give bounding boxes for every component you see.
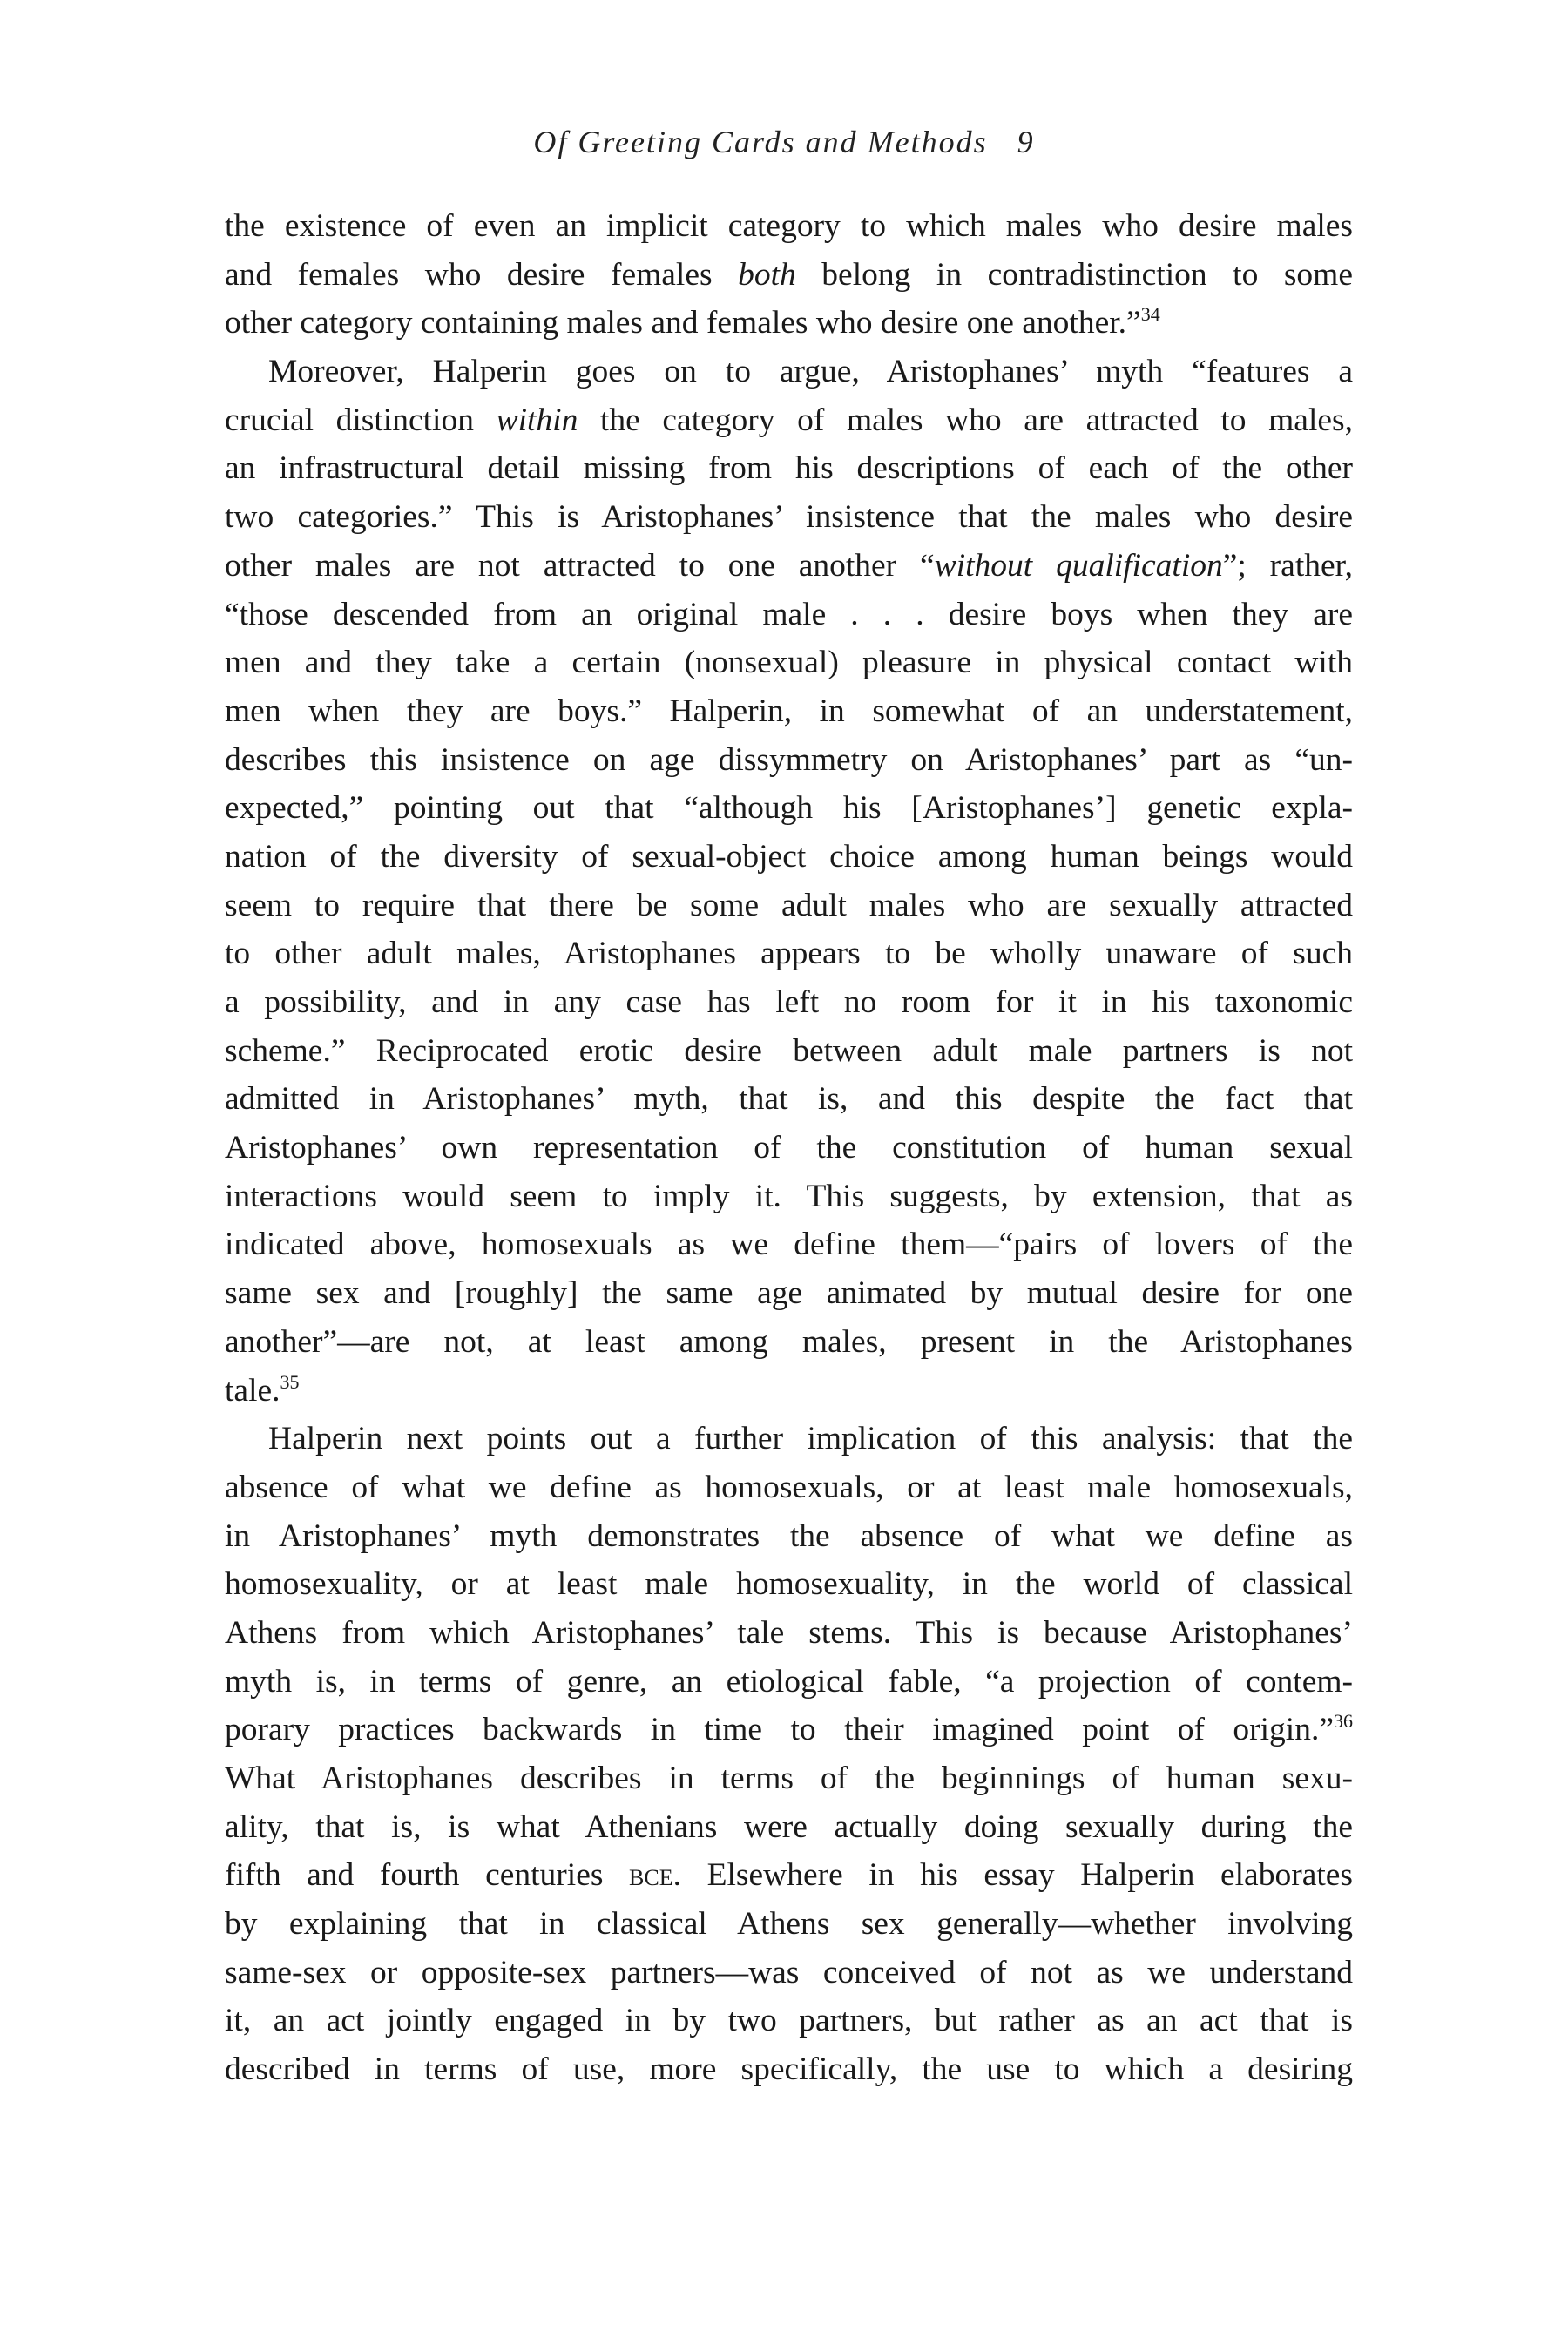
text-line — [225, 882, 1353, 930]
text-line — [225, 348, 1353, 396]
text-line — [225, 1367, 1353, 1416]
text-segment: interactions would seem to imply it. This suggests, by extension, that as — [225, 1178, 1353, 1214]
small-caps-text: bce — [629, 1857, 673, 1894]
running-head-title: Of Greeting Cards and Methods — [533, 125, 988, 159]
text-segment: . Elsewhere in his essay Halperin elaborates — [672, 1857, 1353, 1894]
text-line — [225, 1027, 1353, 1076]
text-segment: another”—are not, at least among males, present in the Aristophanes — [225, 1323, 1353, 1360]
text-segment: a possibility, and in any case has left no room for it in his taxonomic — [225, 984, 1353, 1020]
footnote-ref: 34 — [1140, 303, 1160, 326]
text-line — [225, 1997, 1353, 2045]
text-segment: tale. — [225, 1372, 280, 1409]
text-segment: Aristophanes’ own representation of the constitution of human sexual — [225, 1130, 1353, 1166]
text-segment: ality, that is, is what Athenians were actually doing sexually during the — [225, 1808, 1353, 1845]
text-segment: men when they are boys.” Halperin, in somewhat of an understatement, — [225, 693, 1353, 729]
text-line — [225, 1318, 1353, 1367]
italic-text: without qualification — [934, 547, 1223, 584]
text-line — [225, 833, 1353, 882]
text-line — [225, 1900, 1353, 1949]
text-line — [225, 1220, 1353, 1269]
text-segment: other males are not attracted to one another “ — [225, 547, 935, 584]
text-line — [225, 1269, 1353, 1318]
text-segment: expected,” pointing out that “although his [Aristophanes’] genetic expla- — [225, 790, 1353, 827]
text-segment: Athens from which Aristophanes’ tale stems. This is because Aristophanes’ — [225, 1614, 1353, 1651]
text-segment: “those descended from an original male . . . desire boys when they are — [225, 596, 1353, 632]
text-line — [225, 978, 1353, 1027]
text-segment: the existence of even an implicit category to which males who desire males — [225, 208, 1353, 244]
text-line — [225, 1512, 1353, 1561]
text-segment: describes this insistence on age dissymmetry on Aristophanes’ part as “un- — [225, 741, 1353, 778]
text-line — [225, 1754, 1353, 1803]
footnote-ref: 36 — [1334, 1710, 1353, 1733]
text-segment: to other adult males, Aristophanes appears to be wholly unaware of such — [225, 936, 1353, 972]
text-line — [225, 396, 1353, 445]
footnote-ref: 35 — [280, 1370, 300, 1393]
text-line — [225, 1124, 1353, 1173]
text-segment: same-sex or opposite-sex partners—was conceived of not as we understand — [225, 1954, 1353, 1990]
text-segment: scheme.” Reciprocated erotic desire between adult male partners is not — [225, 1032, 1353, 1069]
text-line — [225, 2045, 1353, 2094]
italic-text: within — [496, 402, 578, 438]
text-segment: other category containing males and females who desire one another.” — [225, 305, 1141, 341]
text-segment: ”; rather, — [1222, 547, 1353, 584]
text-segment: men and they take a certain (nonsexual) pleasure in physical contact with — [225, 645, 1353, 681]
text-segment: fifth and fourth centuries — [225, 1857, 630, 1894]
text-line — [225, 639, 1353, 687]
text-segment: belong in contradistinction to some — [795, 256, 1353, 293]
text-segment: homosexuality, or at least male homosexuality, in the world of classical — [225, 1566, 1353, 1603]
running-head — [0, 124, 1568, 160]
text-line — [225, 1173, 1353, 1221]
text-line — [225, 444, 1353, 493]
text-line — [225, 1560, 1353, 1609]
text-line — [225, 1949, 1353, 1997]
text-segment: an infrastructural detail missing from his descriptions of each of the other — [225, 450, 1353, 487]
text-segment: Halperin next points out a further implication of this analysis: that the — [268, 1421, 1353, 1457]
body-text — [225, 202, 1353, 2094]
text-segment: in Aristophanes’ myth demonstrates the absence of what we define as — [225, 1517, 1353, 1554]
text-segment: described in terms of use, more specifically, the use to which a desiring — [225, 2051, 1353, 2088]
text-segment: same sex and [roughly] the same age animated by mutual desire for one — [225, 1275, 1353, 1312]
italic-text: both — [738, 256, 796, 293]
text-segment: What Aristophanes describes in terms of the beginnings of human sexu- — [225, 1761, 1353, 1796]
text-line — [225, 251, 1353, 300]
text-line — [225, 493, 1353, 542]
text-line — [225, 542, 1353, 591]
text-segment: Moreover, Halperin goes on to argue, Aristophanes’ myth “features a — [268, 354, 1353, 390]
text-line — [225, 202, 1353, 251]
text-line — [225, 929, 1353, 978]
text-line — [225, 1415, 1353, 1463]
text-segment: crucial distinction — [225, 402, 497, 438]
text-segment: porary practices backwards in time to their imagined point of origin.” — [225, 1712, 1334, 1748]
text-segment: it, an act jointly engaged in by two partners, but rather as an act that is — [225, 2003, 1353, 2039]
text-segment: and females who desire females — [225, 256, 739, 293]
text-segment: the category of males who are attracted to males, — [578, 402, 1353, 438]
text-segment: two categories.” This is Aristophanes’ insistence that the males who desire — [225, 499, 1353, 536]
text-segment: admitted in Aristophanes’ myth, that is, and this despite the fact that — [225, 1081, 1353, 1118]
text-line — [225, 1609, 1353, 1658]
text-line — [225, 736, 1353, 785]
text-segment: seem to require that there be some adult males who are sexually attracted — [225, 887, 1353, 923]
text-line — [225, 1463, 1353, 1512]
text-line — [225, 1075, 1353, 1124]
text-line — [225, 299, 1353, 348]
text-line — [225, 1851, 1353, 1900]
text-segment: myth is, in terms of genre, an etiological fable, “a projection of contem- — [225, 1663, 1353, 1700]
text-segment: nation of the diversity of sexual-object choice among human beings would — [225, 838, 1353, 875]
text-segment: by explaining that in classical Athens sex generally—whether involving — [225, 1906, 1353, 1943]
text-line — [225, 591, 1353, 639]
text-line — [225, 1706, 1353, 1754]
text-line — [225, 687, 1353, 736]
text-segment: absence of what we define as homosexuals, or at least male homosexuals, — [225, 1469, 1353, 1505]
text-line — [225, 1658, 1353, 1707]
text-line — [225, 784, 1353, 833]
page-number: 9 — [1017, 125, 1035, 159]
text-line — [225, 1803, 1353, 1852]
text-segment: indicated above, homosexuals as we define them—“pairs of lovers of the — [225, 1227, 1353, 1263]
